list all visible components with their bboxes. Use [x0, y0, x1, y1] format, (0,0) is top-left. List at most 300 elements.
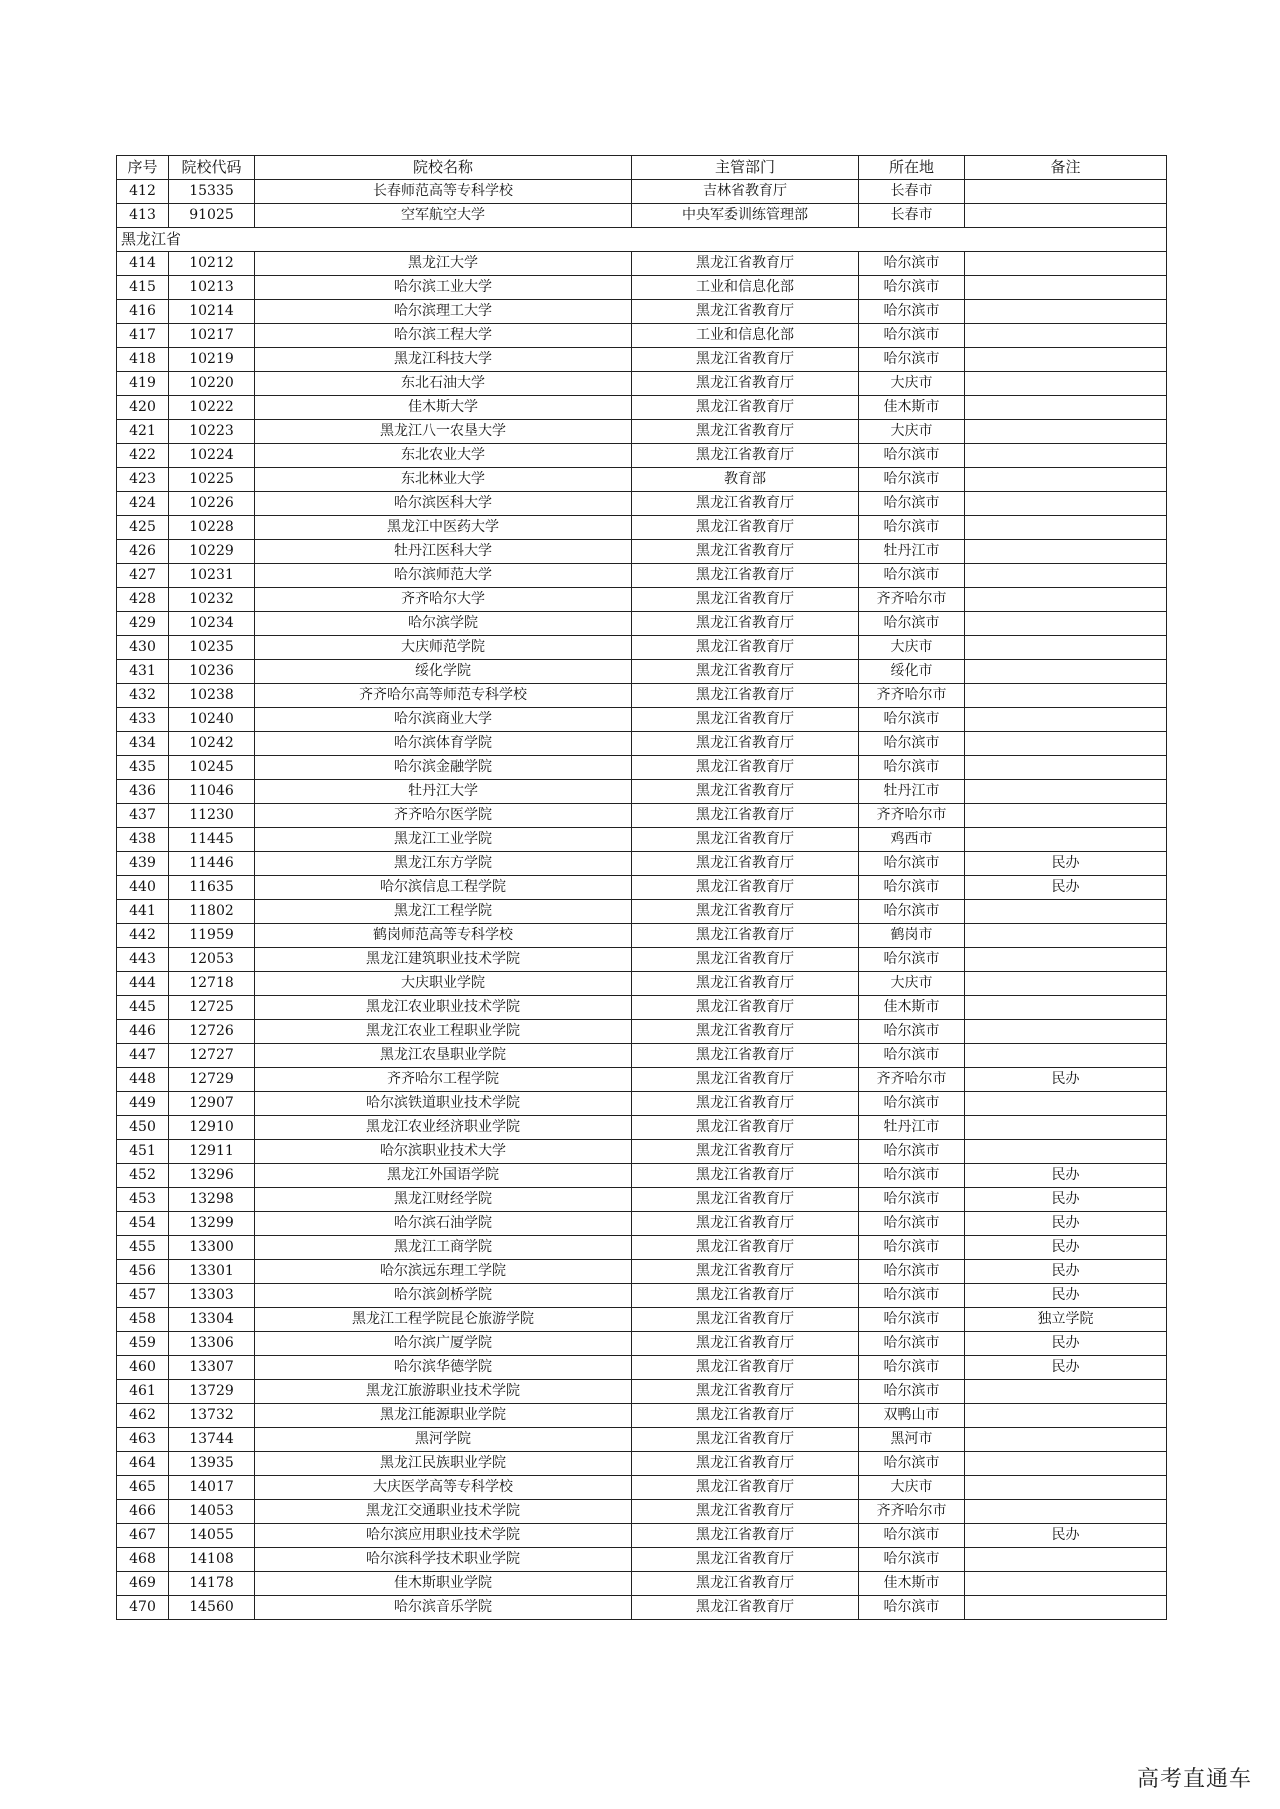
cell-name: 黑龙江农业经济职业学院 [255, 1116, 632, 1140]
cell-remark [965, 420, 1167, 444]
cell-remark [965, 588, 1167, 612]
cell-index: 429 [117, 612, 169, 636]
table-row [117, 1596, 1167, 1620]
cell-remark [965, 924, 1167, 948]
cell-code: 14055 [169, 1524, 255, 1548]
cell-location: 哈尔滨市 [859, 612, 965, 636]
cell-code: 10224 [169, 444, 255, 468]
cell-location: 哈尔滨市 [859, 1260, 965, 1284]
cell-location: 哈尔滨市 [859, 1452, 965, 1476]
cell-department: 黑龙江省教育厅 [632, 1044, 859, 1068]
cell-code: 15335 [169, 180, 255, 204]
cell-code: 12727 [169, 1044, 255, 1068]
table-row [117, 1356, 1167, 1380]
cell-department: 黑龙江省教育厅 [632, 1212, 859, 1236]
cell-name: 哈尔滨信息工程学院 [255, 876, 632, 900]
cell-name: 哈尔滨远东理工学院 [255, 1260, 632, 1284]
cell-index: 458 [117, 1308, 169, 1332]
institution-table [116, 155, 1167, 1620]
cell-index: 470 [117, 1596, 169, 1620]
cell-location: 哈尔滨市 [859, 1092, 965, 1116]
cell-name: 大庆医学高等专科学校 [255, 1476, 632, 1500]
cell-name: 黑龙江民族职业学院 [255, 1452, 632, 1476]
cell-department: 黑龙江省教育厅 [632, 1188, 859, 1212]
cell-department: 黑龙江省教育厅 [632, 516, 859, 540]
cell-department: 黑龙江省教育厅 [632, 924, 859, 948]
cell-department: 黑龙江省教育厅 [632, 396, 859, 420]
table-row [117, 1452, 1167, 1476]
table-row [117, 1188, 1167, 1212]
cell-name: 黑龙江东方学院 [255, 852, 632, 876]
table-row [117, 204, 1167, 228]
cell-index: 464 [117, 1452, 169, 1476]
cell-department: 黑龙江省教育厅 [632, 636, 859, 660]
cell-index: 455 [117, 1236, 169, 1260]
table-row [117, 1476, 1167, 1500]
cell-department: 黑龙江省教育厅 [632, 900, 859, 924]
cell-index: 430 [117, 636, 169, 660]
cell-index: 422 [117, 444, 169, 468]
cell-code: 14178 [169, 1572, 255, 1596]
cell-department: 黑龙江省教育厅 [632, 1356, 859, 1380]
cell-location: 齐齐哈尔市 [859, 804, 965, 828]
cell-remark [965, 1140, 1167, 1164]
cell-remark [965, 1596, 1167, 1620]
cell-code: 12911 [169, 1140, 255, 1164]
table-row [117, 828, 1167, 852]
cell-index: 465 [117, 1476, 169, 1500]
cell-code: 10229 [169, 540, 255, 564]
cell-code: 12910 [169, 1116, 255, 1140]
cell-remark [965, 1092, 1167, 1116]
table-row [117, 324, 1167, 348]
header-row [117, 156, 1167, 180]
cell-code: 14560 [169, 1596, 255, 1620]
cell-department: 黑龙江省教育厅 [632, 1476, 859, 1500]
cell-department: 黑龙江省教育厅 [632, 1164, 859, 1188]
table-row [117, 1404, 1167, 1428]
cell-name: 绥化学院 [255, 660, 632, 684]
cell-index: 424 [117, 492, 169, 516]
cell-index: 436 [117, 780, 169, 804]
cell-index: 427 [117, 564, 169, 588]
table-row [117, 780, 1167, 804]
cell-department: 黑龙江省教育厅 [632, 828, 859, 852]
cell-location: 牡丹江市 [859, 1116, 965, 1140]
cell-location: 哈尔滨市 [859, 516, 965, 540]
cell-code: 13307 [169, 1356, 255, 1380]
cell-code: 11230 [169, 804, 255, 828]
cell-department: 黑龙江省教育厅 [632, 1596, 859, 1620]
cell-code: 13729 [169, 1380, 255, 1404]
cell-index: 447 [117, 1044, 169, 1068]
table-row [117, 948, 1167, 972]
cell-index: 468 [117, 1548, 169, 1572]
cell-remark: 民办 [965, 1524, 1167, 1548]
cell-department: 黑龙江省教育厅 [632, 1428, 859, 1452]
cell-index: 415 [117, 276, 169, 300]
cell-location: 大庆市 [859, 372, 965, 396]
cell-location: 齐齐哈尔市 [859, 1500, 965, 1524]
cell-code: 11446 [169, 852, 255, 876]
cell-remark [965, 564, 1167, 588]
cell-department: 黑龙江省教育厅 [632, 684, 859, 708]
cell-name: 黑龙江工业学院 [255, 828, 632, 852]
cell-location: 鹤岗市 [859, 924, 965, 948]
table-row [117, 588, 1167, 612]
cell-location: 大庆市 [859, 636, 965, 660]
table-row [117, 708, 1167, 732]
cell-location: 齐齐哈尔市 [859, 588, 965, 612]
cell-name: 哈尔滨科学技术职业学院 [255, 1548, 632, 1572]
cell-department: 黑龙江省教育厅 [632, 1548, 859, 1572]
table-row [117, 1380, 1167, 1404]
cell-code: 10213 [169, 276, 255, 300]
cell-location: 哈尔滨市 [859, 1140, 965, 1164]
cell-name: 哈尔滨工程大学 [255, 324, 632, 348]
cell-department: 黑龙江省教育厅 [632, 420, 859, 444]
table-row [117, 1260, 1167, 1284]
cell-department: 黑龙江省教育厅 [632, 972, 859, 996]
cell-department: 教育部 [632, 468, 859, 492]
cell-index: 444 [117, 972, 169, 996]
cell-remark [965, 636, 1167, 660]
cell-code: 10235 [169, 636, 255, 660]
cell-code: 12725 [169, 996, 255, 1020]
cell-location: 哈尔滨市 [859, 492, 965, 516]
cell-department: 黑龙江省教育厅 [632, 300, 859, 324]
cell-location: 哈尔滨市 [859, 1596, 965, 1620]
table-row [117, 636, 1167, 660]
cell-name: 黑龙江外国语学院 [255, 1164, 632, 1188]
cell-location: 齐齐哈尔市 [859, 684, 965, 708]
cell-remark [965, 1404, 1167, 1428]
cell-name: 牡丹江医科大学 [255, 540, 632, 564]
cell-name: 黑龙江工商学院 [255, 1236, 632, 1260]
cell-code: 11635 [169, 876, 255, 900]
cell-name: 黑龙江工程学院 [255, 900, 632, 924]
cell-location: 哈尔滨市 [859, 468, 965, 492]
cell-index: 460 [117, 1356, 169, 1380]
cell-department: 黑龙江省教育厅 [632, 588, 859, 612]
cell-location: 大庆市 [859, 972, 965, 996]
cell-name: 哈尔滨医科大学 [255, 492, 632, 516]
cell-department: 黑龙江省教育厅 [632, 804, 859, 828]
cell-location: 哈尔滨市 [859, 900, 965, 924]
cell-code: 10219 [169, 348, 255, 372]
cell-code: 13304 [169, 1308, 255, 1332]
cell-remark [965, 708, 1167, 732]
cell-remark [965, 804, 1167, 828]
cell-remark [965, 1380, 1167, 1404]
cell-location: 哈尔滨市 [859, 1164, 965, 1188]
cell-name: 齐齐哈尔高等师范专科学校 [255, 684, 632, 708]
cell-name: 黑龙江中医药大学 [255, 516, 632, 540]
cell-index: 453 [117, 1188, 169, 1212]
cell-index: 448 [117, 1068, 169, 1092]
cell-department: 黑龙江省教育厅 [632, 1260, 859, 1284]
cell-index: 434 [117, 732, 169, 756]
cell-index: 437 [117, 804, 169, 828]
cell-location: 哈尔滨市 [859, 300, 965, 324]
cell-code: 13300 [169, 1236, 255, 1260]
cell-name: 哈尔滨理工大学 [255, 300, 632, 324]
table-row [117, 348, 1167, 372]
cell-remark [965, 204, 1167, 228]
col-header-code: 院校代码 [169, 156, 255, 180]
cell-remark [965, 1044, 1167, 1068]
cell-code: 12907 [169, 1092, 255, 1116]
cell-code: 13299 [169, 1212, 255, 1236]
cell-index: 420 [117, 396, 169, 420]
cell-name: 哈尔滨工业大学 [255, 276, 632, 300]
cell-code: 10226 [169, 492, 255, 516]
cell-name: 哈尔滨金融学院 [255, 756, 632, 780]
cell-department: 黑龙江省教育厅 [632, 1140, 859, 1164]
table-row [117, 1092, 1167, 1116]
cell-remark [965, 996, 1167, 1020]
cell-code: 10228 [169, 516, 255, 540]
table-row [117, 660, 1167, 684]
cell-index: 419 [117, 372, 169, 396]
table-row [117, 1524, 1167, 1548]
cell-name: 哈尔滨广厦学院 [255, 1332, 632, 1356]
table-row [117, 564, 1167, 588]
cell-department: 黑龙江省教育厅 [632, 564, 859, 588]
table-row [117, 1308, 1167, 1332]
cell-code: 13303 [169, 1284, 255, 1308]
cell-name: 黑龙江建筑职业技术学院 [255, 948, 632, 972]
cell-name: 哈尔滨铁道职业技术学院 [255, 1092, 632, 1116]
cell-department: 黑龙江省教育厅 [632, 852, 859, 876]
cell-code: 11802 [169, 900, 255, 924]
cell-code: 10236 [169, 660, 255, 684]
cell-department: 吉林省教育厅 [632, 180, 859, 204]
table-row [117, 1212, 1167, 1236]
cell-remark: 民办 [965, 1260, 1167, 1284]
table-row [117, 420, 1167, 444]
cell-name: 哈尔滨师范大学 [255, 564, 632, 588]
cell-code: 11046 [169, 780, 255, 804]
cell-department: 黑龙江省教育厅 [632, 1332, 859, 1356]
cell-department: 黑龙江省教育厅 [632, 1068, 859, 1092]
cell-remark [965, 300, 1167, 324]
cell-department: 黑龙江省教育厅 [632, 708, 859, 732]
cell-code: 10232 [169, 588, 255, 612]
cell-code: 10242 [169, 732, 255, 756]
cell-location: 哈尔滨市 [859, 1380, 965, 1404]
cell-code: 14053 [169, 1500, 255, 1524]
cell-code: 10225 [169, 468, 255, 492]
cell-location: 绥化市 [859, 660, 965, 684]
col-header-name: 院校名称 [255, 156, 632, 180]
table-row [117, 1116, 1167, 1140]
cell-code: 10223 [169, 420, 255, 444]
cell-index: 417 [117, 324, 169, 348]
table-row [117, 876, 1167, 900]
table-row [117, 180, 1167, 204]
cell-code: 13744 [169, 1428, 255, 1452]
cell-code: 10220 [169, 372, 255, 396]
cell-remark [965, 444, 1167, 468]
cell-department: 黑龙江省教育厅 [632, 1524, 859, 1548]
table-row [117, 756, 1167, 780]
cell-name: 哈尔滨剑桥学院 [255, 1284, 632, 1308]
col-header-remark: 备注 [965, 156, 1167, 180]
cell-index: 416 [117, 300, 169, 324]
cell-name: 哈尔滨石油学院 [255, 1212, 632, 1236]
table-body [117, 180, 1167, 1620]
cell-remark [965, 348, 1167, 372]
cell-department: 黑龙江省教育厅 [632, 612, 859, 636]
cell-remark [965, 948, 1167, 972]
table-row [117, 1068, 1167, 1092]
cell-location: 哈尔滨市 [859, 1284, 965, 1308]
cell-location: 哈尔滨市 [859, 1308, 965, 1332]
table-row [117, 852, 1167, 876]
cell-code: 11445 [169, 828, 255, 852]
table-row [117, 1428, 1167, 1452]
cell-index: 457 [117, 1284, 169, 1308]
cell-location: 鸡西市 [859, 828, 965, 852]
cell-code: 13298 [169, 1188, 255, 1212]
cell-name: 大庆师范学院 [255, 636, 632, 660]
cell-code: 13732 [169, 1404, 255, 1428]
cell-department: 黑龙江省教育厅 [632, 780, 859, 804]
cell-index: 431 [117, 660, 169, 684]
cell-index: 439 [117, 852, 169, 876]
cell-code: 14017 [169, 1476, 255, 1500]
table-row [117, 1164, 1167, 1188]
cell-location: 哈尔滨市 [859, 348, 965, 372]
cell-location: 哈尔滨市 [859, 1524, 965, 1548]
table-row [117, 972, 1167, 996]
cell-department: 黑龙江省教育厅 [632, 1020, 859, 1044]
table-row [117, 1500, 1167, 1524]
table-row [117, 1332, 1167, 1356]
cell-remark [965, 1020, 1167, 1044]
cell-index: 418 [117, 348, 169, 372]
cell-remark: 民办 [965, 1284, 1167, 1308]
cell-index: 449 [117, 1092, 169, 1116]
cell-remark [965, 1476, 1167, 1500]
cell-location: 哈尔滨市 [859, 1332, 965, 1356]
cell-index: 435 [117, 756, 169, 780]
cell-remark: 民办 [965, 1068, 1167, 1092]
cell-name: 哈尔滨应用职业技术学院 [255, 1524, 632, 1548]
cell-remark [965, 1116, 1167, 1140]
cell-location: 长春市 [859, 204, 965, 228]
table-row [117, 1572, 1167, 1596]
cell-department: 黑龙江省教育厅 [632, 1236, 859, 1260]
table-row [117, 276, 1167, 300]
cell-location: 哈尔滨市 [859, 1188, 965, 1212]
cell-code: 10231 [169, 564, 255, 588]
cell-location: 哈尔滨市 [859, 852, 965, 876]
cell-location: 哈尔滨市 [859, 1212, 965, 1236]
cell-code: 91025 [169, 204, 255, 228]
cell-index: 450 [117, 1116, 169, 1140]
cell-index: 442 [117, 924, 169, 948]
cell-index: 413 [117, 204, 169, 228]
cell-name: 哈尔滨职业技术大学 [255, 1140, 632, 1164]
cell-location: 佳木斯市 [859, 1572, 965, 1596]
cell-remark: 民办 [965, 1356, 1167, 1380]
cell-remark [965, 1500, 1167, 1524]
cell-index: 446 [117, 1020, 169, 1044]
cell-name: 鹤岗师范高等专科学校 [255, 924, 632, 948]
cell-index: 461 [117, 1380, 169, 1404]
cell-remark: 民办 [965, 1236, 1167, 1260]
cell-remark [965, 276, 1167, 300]
cell-location: 黑河市 [859, 1428, 965, 1452]
cell-location: 哈尔滨市 [859, 732, 965, 756]
cell-remark: 民办 [965, 1188, 1167, 1212]
table-row [117, 372, 1167, 396]
col-header-department: 主管部门 [632, 156, 859, 180]
cell-location: 哈尔滨市 [859, 1236, 965, 1260]
cell-name: 牡丹江大学 [255, 780, 632, 804]
cell-name: 佳木斯职业学院 [255, 1572, 632, 1596]
table-row [117, 1140, 1167, 1164]
cell-location: 佳木斯市 [859, 996, 965, 1020]
cell-remark [965, 828, 1167, 852]
cell-department: 黑龙江省教育厅 [632, 372, 859, 396]
cell-code: 12718 [169, 972, 255, 996]
cell-name: 黑龙江大学 [255, 252, 632, 276]
cell-name: 齐齐哈尔大学 [255, 588, 632, 612]
cell-code: 10217 [169, 324, 255, 348]
cell-department: 黑龙江省教育厅 [632, 756, 859, 780]
cell-index: 433 [117, 708, 169, 732]
cell-index: 425 [117, 516, 169, 540]
cell-location: 哈尔滨市 [859, 276, 965, 300]
cell-remark [965, 180, 1167, 204]
cell-remark [965, 684, 1167, 708]
cell-department: 中央军委训练管理部 [632, 204, 859, 228]
cell-code: 10234 [169, 612, 255, 636]
cell-remark [965, 756, 1167, 780]
cell-code: 10212 [169, 252, 255, 276]
cell-code: 12726 [169, 1020, 255, 1044]
cell-location: 牡丹江市 [859, 780, 965, 804]
cell-name: 东北农业大学 [255, 444, 632, 468]
table-row [117, 1044, 1167, 1068]
cell-location: 齐齐哈尔市 [859, 1068, 965, 1092]
cell-code: 10240 [169, 708, 255, 732]
cell-index: 428 [117, 588, 169, 612]
cell-index: 432 [117, 684, 169, 708]
cell-code: 11959 [169, 924, 255, 948]
cell-index: 459 [117, 1332, 169, 1356]
table-row [117, 996, 1167, 1020]
cell-index: 438 [117, 828, 169, 852]
cell-name: 东北林业大学 [255, 468, 632, 492]
cell-name: 哈尔滨音乐学院 [255, 1596, 632, 1620]
cell-department: 黑龙江省教育厅 [632, 996, 859, 1020]
cell-name: 东北石油大学 [255, 372, 632, 396]
cell-index: 456 [117, 1260, 169, 1284]
cell-code: 10214 [169, 300, 255, 324]
table-row [117, 540, 1167, 564]
cell-remark [965, 492, 1167, 516]
cell-location: 哈尔滨市 [859, 708, 965, 732]
table-row [117, 468, 1167, 492]
cell-remark [965, 324, 1167, 348]
cell-location: 哈尔滨市 [859, 948, 965, 972]
cell-name: 空军航空大学 [255, 204, 632, 228]
cell-location: 哈尔滨市 [859, 1044, 965, 1068]
